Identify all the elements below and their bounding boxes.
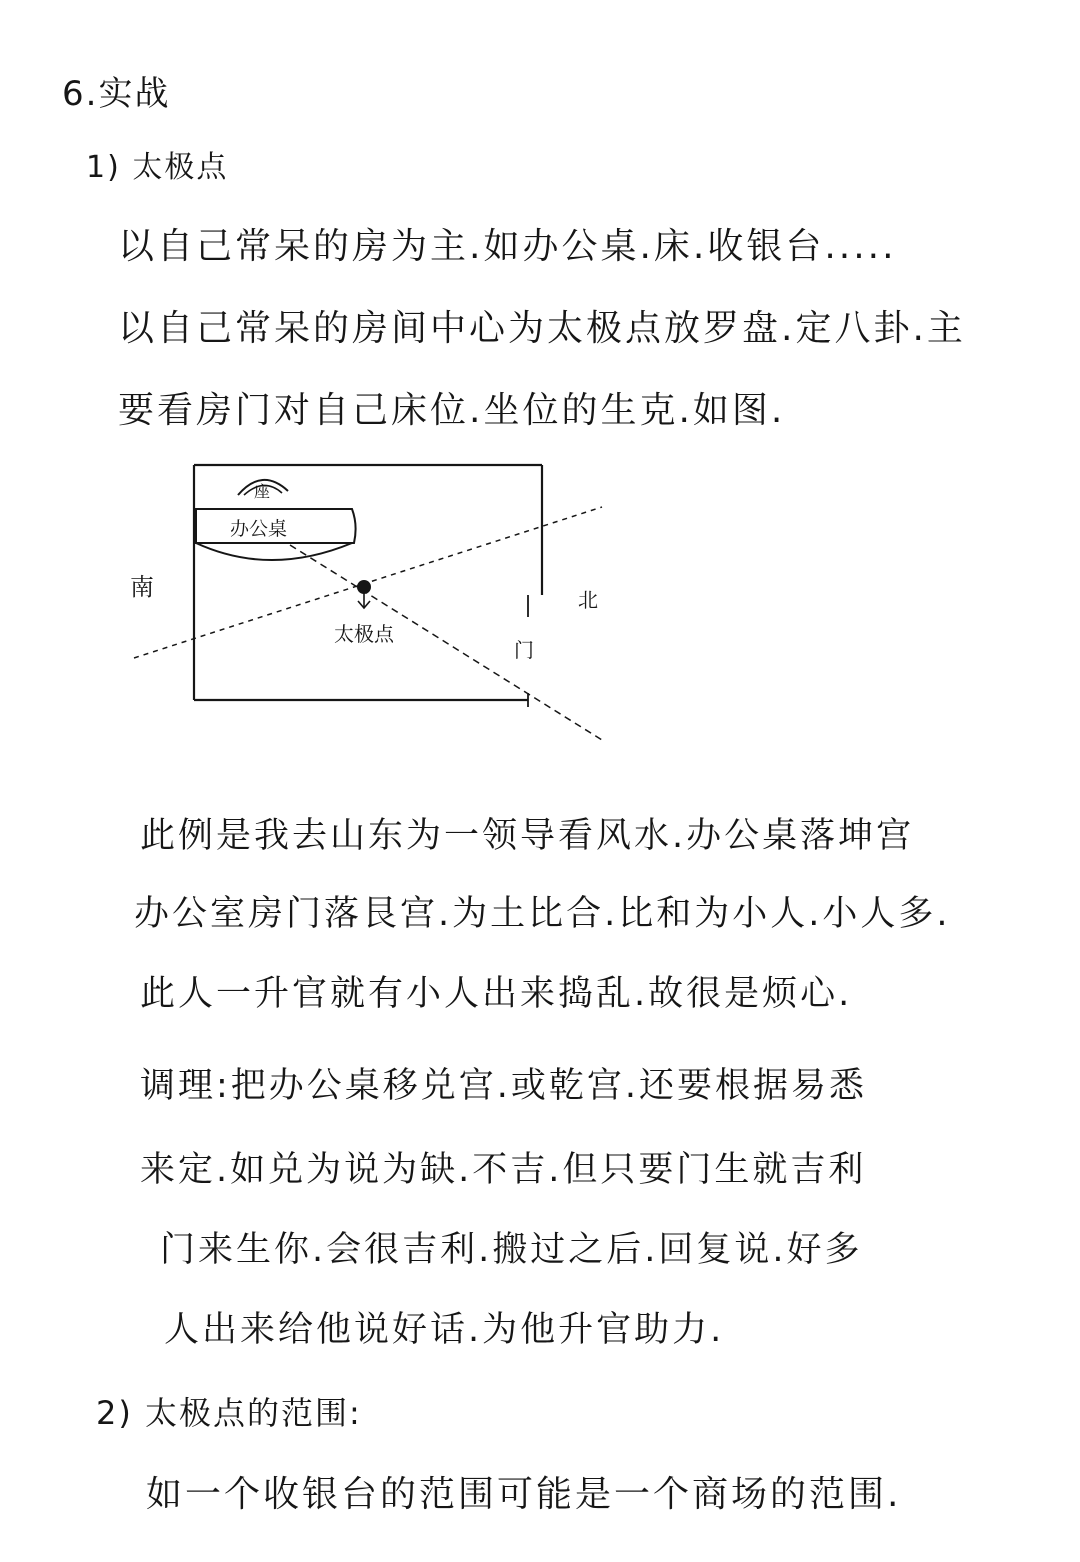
taiji-point-label: 太极点 — [334, 622, 394, 646]
example-line: 此人一升官就有小人出来捣乱.故很是烦心. — [140, 974, 853, 1014]
adjustment-line: 来定.如兑为说为缺.不吉.但只要门生就吉利 — [140, 1150, 867, 1190]
paragraph-line: 以自己常呆的房为主.如办公桌.床.收银台..... — [118, 226, 897, 267]
adjustment-line: 门来生你.会很吉利.搬过之后.回复说.好多 — [160, 1230, 863, 1270]
paragraph-line: 以自己常呆的房间中心为太极点放罗盘.定八卦.主 — [118, 308, 966, 349]
seat-label: 座 — [254, 482, 271, 501]
south-label: 南 — [130, 573, 154, 601]
adjustment-line: 人出来给他说好话.为他升官助力. — [164, 1310, 725, 1350]
example-line: 此例是我去山东为一领导看风水.办公桌落坤宫 — [140, 816, 915, 856]
room-diagram — [120, 455, 620, 755]
north-label: 北 — [578, 588, 598, 612]
desk-label: 办公桌 — [230, 518, 288, 540]
desk-front-arc — [196, 543, 352, 560]
door-label: 门 — [514, 638, 534, 662]
subsection-2-heading: 2) 太极点的范围: — [96, 1394, 362, 1432]
subsection-1-heading: 1) 太极点 — [86, 150, 229, 185]
taiji-point-icon — [357, 580, 371, 594]
paragraph-line: 如一个收银台的范围可能是一个商场的范围. — [146, 1474, 902, 1515]
paragraph-line: 要看房门对自己床位.坐位的生克.如图. — [118, 390, 786, 431]
section-title: 6.实战 — [62, 74, 171, 114]
example-line: 办公室房门落艮宫.为土比合.比和为小人.小人多. — [134, 894, 951, 934]
adjustment-line: 调理:把办公桌移兑宫.或乾宫.还要根据易悉 — [140, 1066, 868, 1106]
